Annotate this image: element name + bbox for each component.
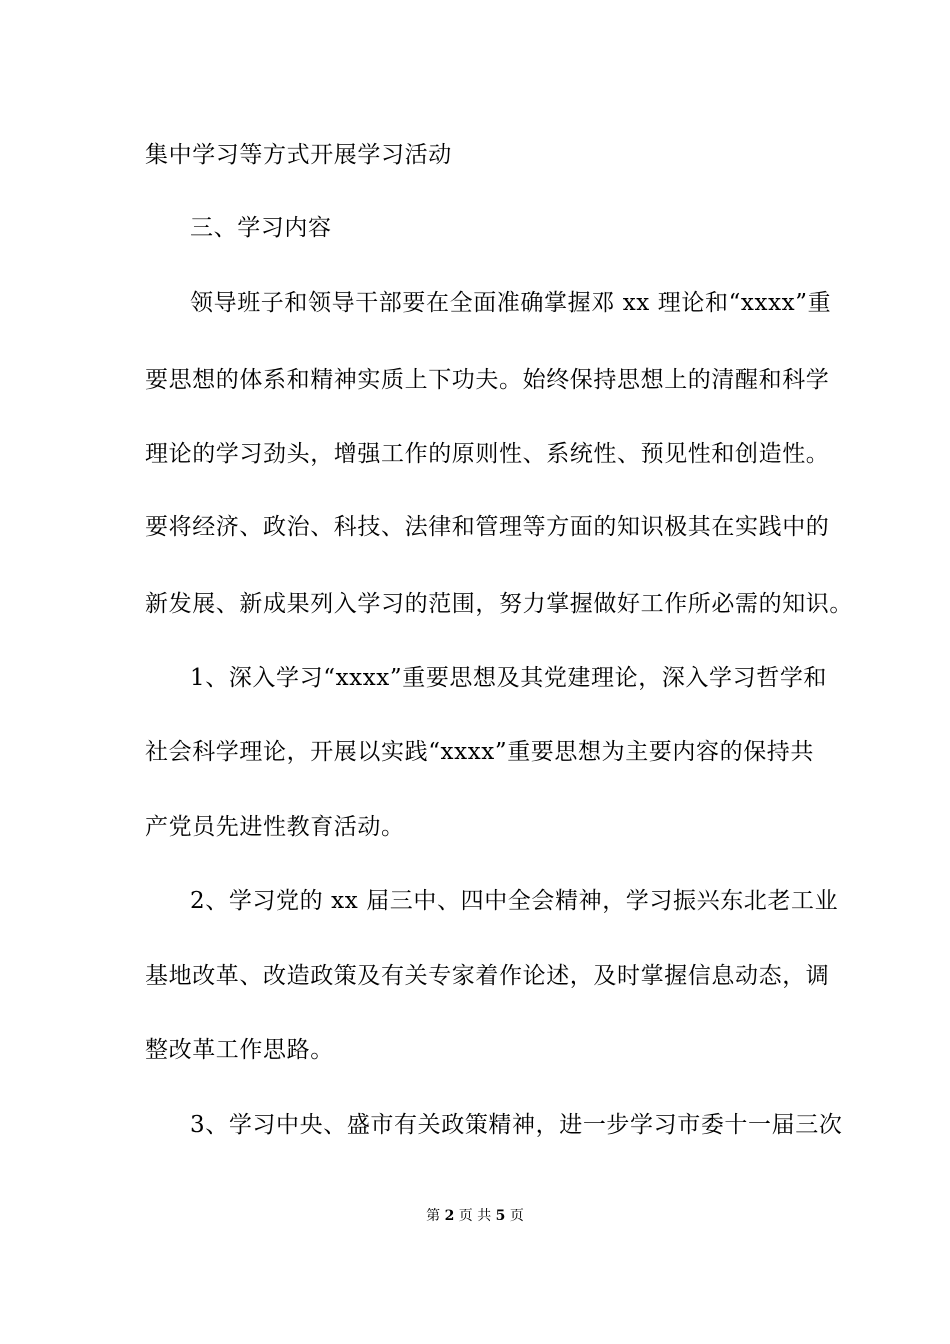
text-line-10: 产党员先进性教育活动。 — [145, 814, 405, 840]
text-line-4: 要思想的体系和精神实质上下功夫。始终保持思想上的清醒和科学 — [145, 367, 830, 393]
text-line-14: 3、学习中央、盛市有关政策精神，进一步学习市委十一届三次 — [190, 1112, 843, 1138]
text-line-1: 集中学习等方式开展学习活动 — [145, 142, 452, 168]
text-line-12: 基地改革、改造政策及有关专家着作论述，及时掌握信息动态，调 — [145, 963, 830, 989]
text-line-11: 2、学习党的 xx 届三中、四中全会精神，学习振兴东北老工业 — [190, 888, 839, 914]
text-line-7: 新发展、新成果列入学习的范围，努力掌握做好工作所必需的知识。 — [145, 591, 853, 617]
text-line-8: 1、深入学习“xxxx”重要思想及其党建理论，深入学习哲学和 — [190, 665, 828, 691]
text-line-3: 领导班子和领导干部要在全面准确掌握邓 xx 理论和“xxxx”重 — [190, 290, 832, 316]
text-line-5: 理论的学习劲头，增强工作的原则性、系统性、预见性和创造性。 — [145, 441, 830, 467]
footer-suffix: 页 — [509, 1208, 524, 1224]
footer-prefix: 第 — [426, 1208, 441, 1224]
section-heading: 三、学习内容 — [190, 215, 332, 241]
footer-middle: 页 共 — [458, 1208, 492, 1224]
text-line-6: 要将经济、政治、科技、法律和管理等方面的知识极其在实践中的 — [145, 514, 830, 540]
footer-total-pages: 5 — [495, 1208, 506, 1224]
page-footer — [0, 1207, 950, 1225]
text-line-13: 整改革工作思路。 — [145, 1037, 334, 1063]
footer-page-number: 2 — [444, 1208, 455, 1224]
text-line-9: 社会科学理论，开展以实践“xxxx”重要思想为主要内容的保持共 — [145, 739, 815, 765]
